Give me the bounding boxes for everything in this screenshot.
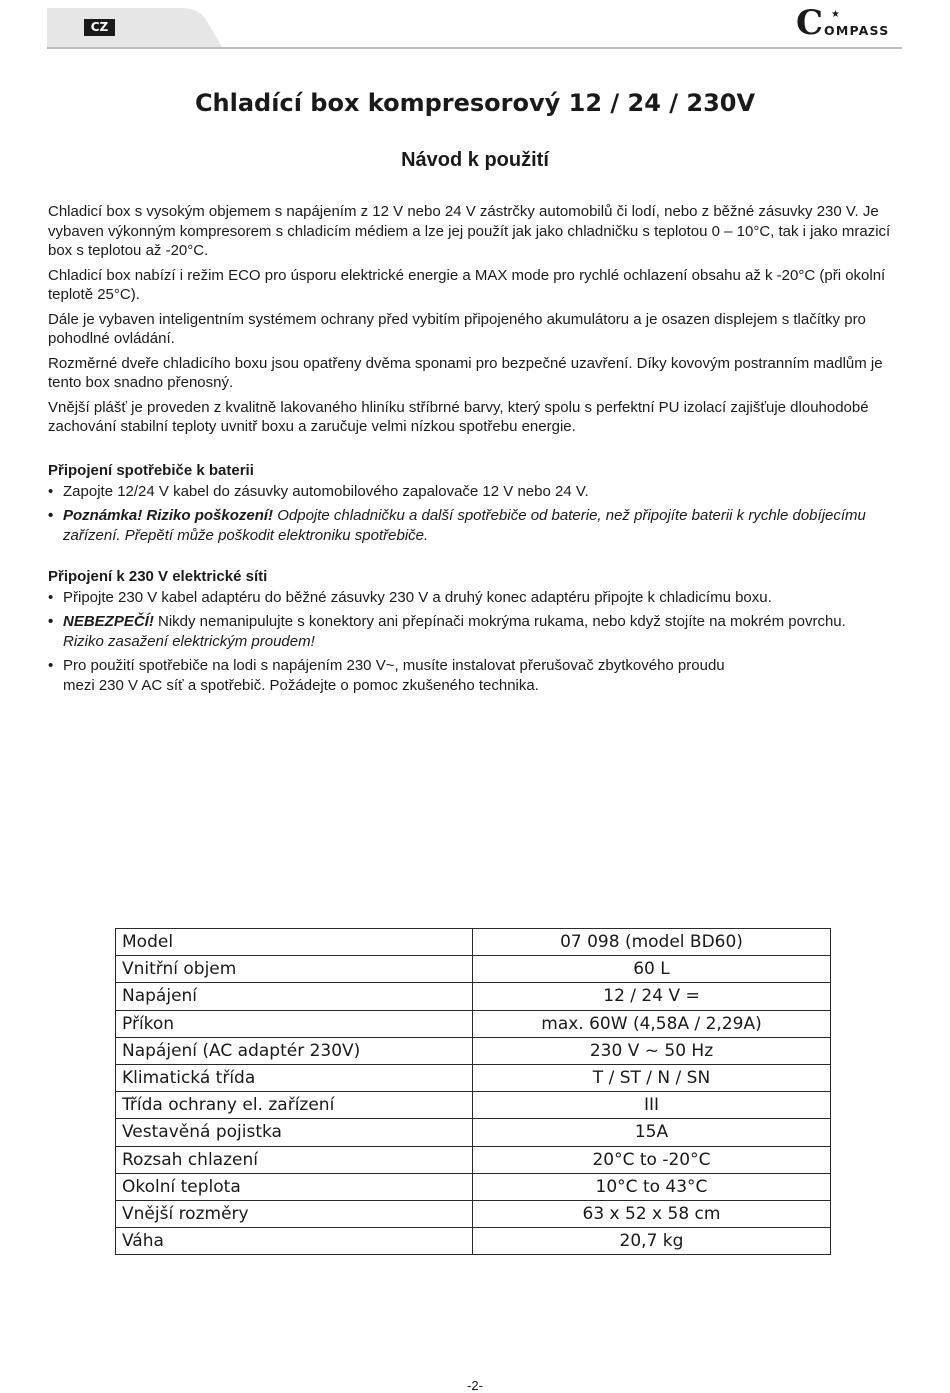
intro-paragraph: Rozměrné dveře chladicího boxu jsou opatřeny dvěma sponami pro bezpečné uzavření. Díky kovovým postranním madlům je tento box snadno přenosný.: [48, 354, 883, 391]
spec-label: Váha: [116, 1228, 473, 1255]
spec-label: Napájení (AC adaptér 230V): [116, 1037, 473, 1064]
spec-value: max. 60W (4,58A / 2,29A): [473, 1010, 831, 1037]
intro-paragraph: Vnější plášť je proveden z kvalitně lakovaného hliníku stříbrné barvy, který spolu s perfektní PU izolací zajišťuje dlouhodobé zachování stabilní teploty uvnitř boxu a zaručuje velmi nízkou spotřebu energie.: [48, 398, 869, 435]
table-row: [116, 983, 831, 1010]
intro-paragraph: Chladicí box nabízí i režim ECO pro úsporu elektrické energie a MAX mode pro rychlé ochlazení obsahu až k -20°C (při okolní teplotě 25°C).: [48, 266, 886, 303]
spec-label: Vnější rozměry: [116, 1200, 473, 1227]
list-item: [48, 656, 908, 695]
list-item: [48, 588, 908, 608]
spec-value: 07 098 (model BD60): [473, 929, 831, 956]
spec-value: 15A: [473, 1119, 831, 1146]
table-row: [116, 929, 831, 956]
logo-star-icon: ★: [831, 9, 840, 20]
header-divider: [47, 47, 902, 49]
table-row: [116, 1228, 831, 1255]
intro-paragraph: Chladicí box s vysokým objemem s napájením z 12 V nebo 24 V zástrčky automobilů či lodí, nebo z běžné zásuvky 230 V. Je vybaven výkonným kompresorem s chladicím médiem a lze jej použít jak jako chladničku s teplotou 0 – 10°C, tak i jako mrazicí box s teplotou až -20°C.: [48, 203, 891, 259]
language-badge: CZ: [84, 19, 115, 36]
danger-lead: NEBEZPEČÍ!: [63, 613, 154, 630]
intro-paragraph: Dále je vybaven inteligentním systémem ochrany před vybitím připojeného akumulátoru a je osazen displejem s tlačítky pro pohodlné ovládání.: [48, 310, 866, 347]
spec-value: 12 / 24 V =: [473, 983, 831, 1010]
spec-label: Příkon: [116, 1010, 473, 1037]
list-item-text: mezi 230 V AC síť a spotřebič. Požádejte o pomoc zkušeného technika.: [63, 676, 539, 694]
list-item-text: Zapojte 12/24 V kabel do zásuvky automobilového zapalovače 12 V nebo 24 V.: [63, 482, 589, 500]
bullet-icon: •: [48, 588, 54, 606]
table-row: [116, 1200, 831, 1227]
logo-word: OMPASS: [824, 23, 890, 38]
spec-label: Klimatická třída: [116, 1064, 473, 1091]
spec-value: 20°C to -20°C: [473, 1146, 831, 1173]
spec-label: Rozsah chlazení: [116, 1146, 473, 1173]
spec-value: 230 V ~ 50 Hz: [473, 1037, 831, 1064]
document-title: Chladící box kompresorový 12 / 24 / 230V: [194, 89, 756, 117]
spec-value: 20,7 kg: [473, 1228, 831, 1255]
battery-section: [48, 461, 908, 550]
battery-list: [48, 482, 908, 546]
intro-section: [48, 202, 898, 442]
bullet-icon: •: [48, 657, 54, 674]
battery-heading: Připojení spotřebiče k baterii: [48, 462, 254, 479]
list-item-text: Odpojte chladničku a další spotřebiče od baterie, než připojíte baterii k rychle dobíjecímu zařízení. Přepětí může poškodit elektroniku spotřebiče.: [63, 507, 866, 544]
table-row: [116, 1173, 831, 1200]
list-item: [48, 482, 908, 502]
spec-value: T / ST / N / SN: [473, 1064, 831, 1091]
danger-note: Riziko zasažení elektrickým proudem!: [63, 632, 315, 650]
spec-value: 60 L: [473, 956, 831, 983]
spec-label: Napájení: [116, 983, 473, 1010]
spec-label: Vestavěná pojistka: [116, 1119, 473, 1146]
spec-label: Třída ochrany el. zařízení: [116, 1092, 473, 1119]
table-row: [116, 1119, 831, 1146]
page-number: -2-: [467, 1378, 483, 1393]
list-item: [48, 506, 908, 545]
mains-list: [48, 588, 908, 696]
table-row: [116, 1092, 831, 1119]
list-item-text: Pro použití spotřebiče na lodi s napájením 230 V~, musíte instalovat přerušovač zbytkového proudu: [63, 657, 725, 674]
bullet-icon: •: [48, 507, 54, 524]
list-item: [48, 612, 908, 651]
spec-value: III: [473, 1092, 831, 1119]
bullet-icon: •: [48, 482, 54, 500]
bullet-icon: •: [48, 613, 54, 630]
spec-value: 63 x 52 x 58 cm: [473, 1200, 831, 1227]
spec-value: 10°C to 43°C: [473, 1173, 831, 1200]
compass-logo: [794, 3, 904, 43]
table-row: [116, 1010, 831, 1037]
document-subtitle: Návod k použití: [401, 149, 549, 171]
list-item-text: Připojte 230 V kabel adaptéru do běžné zásuvky 230 V a druhý konec adaptéru připojte k chladicímu boxu.: [63, 588, 772, 606]
spec-label: Vnitřní objem: [116, 956, 473, 983]
table-row: [116, 1037, 831, 1064]
table-row: [116, 1146, 831, 1173]
table-row: [116, 1064, 831, 1091]
list-item-text: Nikdy nemanipulujte s konektory ani přepínači mokrýma rukama, nebo když stojíte na mokrém povrchu.: [153, 613, 846, 630]
header-band: [47, 8, 902, 48]
header-tab-shape: [47, 8, 902, 48]
logo-initial: C: [796, 3, 824, 43]
spec-label: Model: [116, 929, 473, 956]
spec-table: [115, 928, 831, 1255]
table-row: [116, 956, 831, 983]
mains-heading: Připojení k 230 V elektrické síti: [48, 568, 268, 585]
spec-label: Okolní teplota: [116, 1173, 473, 1200]
warning-lead: Poznámka! Riziko poškození!: [63, 507, 274, 524]
mains-section: [48, 567, 908, 700]
